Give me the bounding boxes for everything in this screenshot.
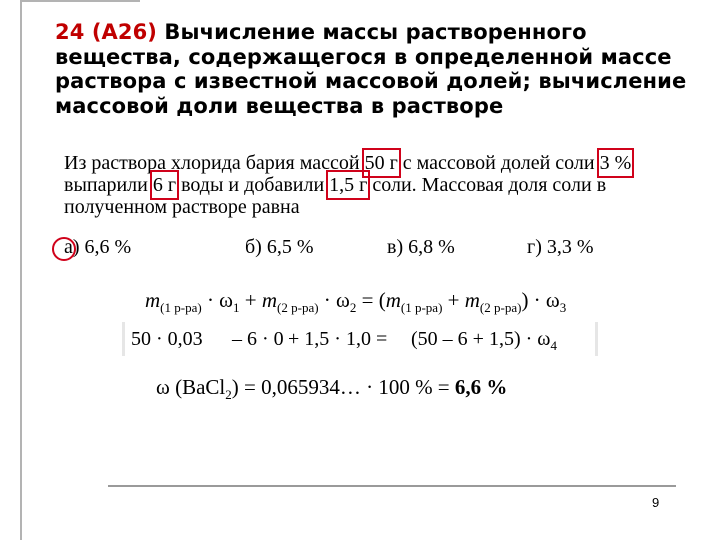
slide-title [55, 20, 695, 118]
final-answer: 6,6 % [454, 375, 508, 399]
problem-part-4: воды и добавили [176, 174, 330, 196]
answer-g: г) 3,3 % [527, 236, 594, 258]
result-line: ω (BaCl$_2$) = 0,065934… · 100 % = 6,6 % [156, 375, 508, 403]
problem-part-2: с массовой долей соли [397, 152, 600, 174]
answer-a: а) 6,6 % [64, 236, 132, 258]
numeric-substitution [122, 322, 598, 356]
title-line-4: массовой доли вещества в растворе [55, 93, 504, 118]
problem-part-1: Из раствора хлорида бария массой [64, 152, 365, 174]
calc-term-3: + 1,5 · 1,0 = [288, 328, 388, 350]
title-line-1: Вычисление массы растворенного [157, 20, 587, 44]
task-number: 24 (А26) [55, 20, 158, 44]
page-number: 9 [652, 495, 660, 510]
evaporated-highlight: 6 г [152, 174, 177, 196]
problem-part-5: соли. Массовая доля соли в [367, 174, 607, 196]
calc-term-1: 50 · 0,03 [131, 328, 203, 350]
title-line-3: раствора с известной массовой долей; вычисление [55, 69, 687, 93]
problem-part-6: полученном растворе равна [64, 196, 300, 218]
problem-part-3: выпарили [64, 174, 153, 196]
title-line-2: вещества, содержащегося в определенной массе [55, 44, 672, 69]
top-rule [20, 0, 140, 2]
calc-term-2: – 6 · 0 [232, 328, 284, 350]
problem-text [64, 152, 664, 218]
mass-highlight: 50 г [364, 152, 398, 174]
general-formula: $m_{(1 р-ра)} \cdot \omega_1 + m_{(2 р-ра)} \cdot \omega_2 = (m_{(1 р-ра)} + m_{(2 р-ра)}) \cdot \omega_3$ [145, 288, 567, 316]
answer-v: в) 6,8 % [387, 236, 455, 258]
answer-b: б) 6,5 % [245, 236, 314, 258]
calc-term-4: $(50 - 6 + 1,5) \cdot \omega_4$ [411, 328, 557, 353]
added-highlight: 1,5 г [329, 174, 368, 196]
left-rule [20, 0, 22, 540]
fraction-highlight: 3 % [599, 152, 632, 174]
footer-rule [108, 485, 676, 487]
